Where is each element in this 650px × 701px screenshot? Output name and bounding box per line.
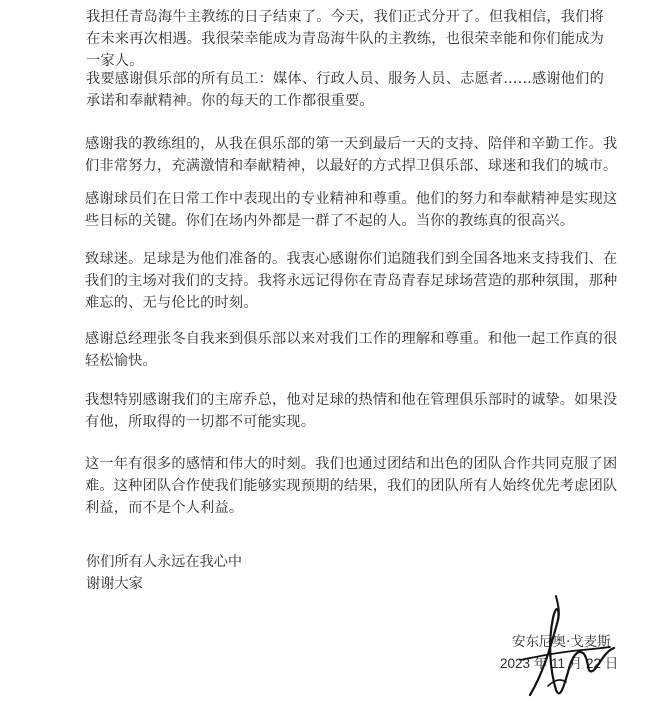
letter-paragraph: 感谢我的教练组的，从我在俱乐部的第一天到最后一天的支持、陪伴和辛勤工作。我们非常努力，充满激情和奉献精神，以最好的方式捍卫俱乐部、球迷和我们的城市。 bbox=[85, 136, 618, 174]
signer-name: 安东尼奥·戈麦斯 bbox=[512, 634, 611, 650]
letter-date: 2023 年 11 月 22 日 bbox=[500, 656, 619, 671]
letter-paragraph: 感谢球员们在日常工作中表现出的专业精神和尊重。他们的努力和奉献精神是实现这些目标的关键。你们在场内外都是一群了不起的人。当你的教练真的很高兴。 bbox=[85, 191, 618, 229]
letter-paragraph: 我想特别感谢我们的主席乔总，他对足球的热情和他在管理俱乐部时的诚挚。如果没有他，所取得的一切都不可能实现。 bbox=[85, 392, 618, 430]
letter-paragraph: 我要感谢俱乐部的所有员工：媒体、行政人员、服务人员、志愿者……感谢他们的承诺和奉献精神。你的每天的工作都很重要。 bbox=[86, 71, 604, 109]
handwritten-signature bbox=[490, 590, 640, 701]
letter-paragraph: 我担任青岛海牛主教练的日子结束了。今天，我们正式分开了。但我相信，我们将在未来再次相遇。我很荣幸能成为青岛海牛队的主教练，也很荣幸能和你们能成为一家人。 bbox=[86, 9, 604, 69]
closing-line: 你们所有人永远在我心中 bbox=[86, 554, 243, 570]
letter-paragraph: 这一年有很多的感情和伟大的时刻。我们也通过团结和出色的团队合作共同克服了困难。这种团队合作使我们能够实现预期的结果，我们的团队所有人始终优先考虑团队利益，而不是个人利益。 bbox=[85, 456, 618, 516]
closing-thanks: 谢谢大家 bbox=[86, 576, 143, 592]
letter-paragraph: 致球迷。足球是为他们准备的。我衷心感谢你们追随我们到全国各地来支持我们、在我们的主场对我们的支持。我将永远记得你在青岛青春足球场营造的那种氛围，那种难忘的、无与伦比的时刻。 bbox=[85, 251, 618, 311]
letter-paragraph: 感谢总经理张冬自我来到俱乐部以来对我们工作的理解和尊重。和他一起工作真的很轻松愉快。 bbox=[85, 331, 618, 369]
